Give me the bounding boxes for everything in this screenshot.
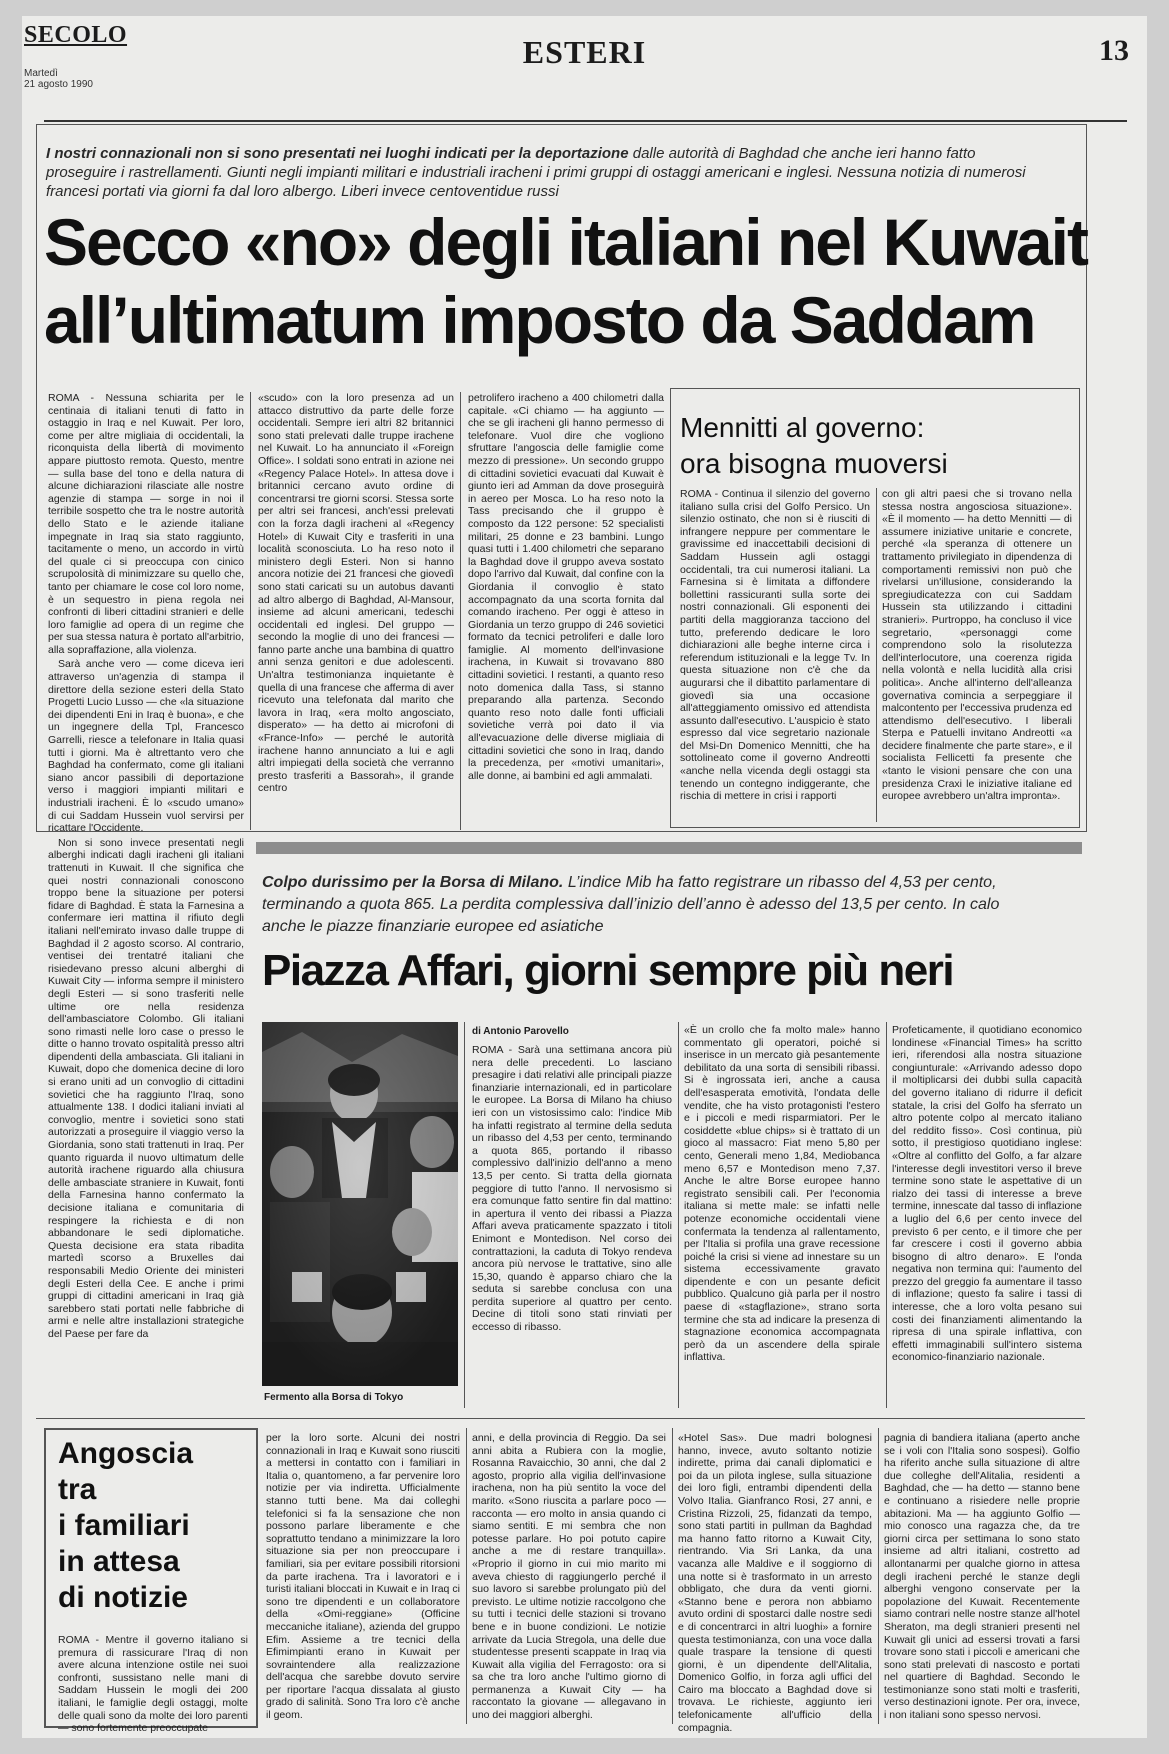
lead-deck-text: dalle autorità di Baghdad che anche ieri hanno fatto proseguire i rastrellamenti. Giunti negli impianti militari e industriali iracheni i primi gruppi di ostaggi americani e inglesi. Nessuna notizia di numerosi francesi portati via giorni fa dal loro albergo. Liberi invece centoventidue russi bbox=[46, 145, 1026, 200]
tokyo-stock-exchange-photo bbox=[262, 1022, 458, 1386]
angoscia-column-2: anni, e della provincia di Reggio. Da sei anni abita a Rubiera con la moglie, Rosanna Ravaicchio, 30 anni, che dal 2 agosto, proprio alla vigilia dell'invasione irachena, non ha più sentito la voce del marito. «Sono riuscita a parlare poco — racconta — ero molto in ansia quando ci siamo sentiti. E mi sembra che non potesse parlare. Ho poi potuto capire anche a me di restare tranquilla». «Proprio il giorno in cui mio marito mi aveva chiesto di raggiungerlo perché il suo lavoro si sarebbe prolungato più del previsto. Le ultime notizie raccolgono che su tutti i tecnici delle stazioni si trovano bene e in buone condizioni. Le notizie arrivate da Lucia Stregola, una delle due studentesse presenti scappate in Iraq via Kuwait alla vigilia del Ferragosto: ora si sa che tra loro anche l'ultimo giorno di permanenza a Kuwait City — ha raccontato la giovane — allegavano in uno dei maggiori alberghi. bbox=[472, 1432, 666, 1722]
newspaper-brand: SECOLO bbox=[24, 22, 128, 48]
section-title: ESTERI bbox=[522, 34, 647, 70]
borsa-byline: di Antonio Parovello bbox=[472, 1026, 569, 1037]
lead-headline-line-2: all’ultimatum imposto da Saddam bbox=[44, 283, 1035, 357]
column-divider bbox=[460, 392, 461, 830]
masthead-rule bbox=[44, 120, 1127, 122]
section-rule bbox=[36, 1418, 1085, 1419]
borsa-deck-text: L’indice Mib ha fatto registrare un ribasso del 4,53 per cento, terminando a quota 865. La perdita complessiva dall’inizio dell’anno è adesso del 13,5 per cento. In calo anche le piazze finanziarie europee ed asiatiche bbox=[262, 874, 1000, 935]
angoscia-headline-line-2: tra bbox=[58, 1473, 97, 1506]
borsa-column-1: ROMA - Sarà una settimana ancora più nera delle precedenti. Lo lasciano presagire i dati relativi alle principali piazze finanziarie internazionali, ed in particolare le europee. La Borsa di Milano ha chiuso ieri con un vistosissimo calo: l'indice Mib ha infatti registrato al termine della seduta un ribasso del 4,53 per cento, terminando a quota 865, portando il ribasso complessivo dall'inizio dell'anno a meno 13,5 per cento. Si tratta della giornata peggiore di tutto l'anno. Il nervosismo si era comunque fatto sentire fin dal mattino: in apertura il vento dei ribassi a Piazza Affari aveva praticamente spazzato i titoli Enimont e Montedison. Nel corso dei contrattazioni, la caduta di Tokyo rendeva ancora più nervose le trattative, sino alle 15,30, quando è apparso chiaro che la seduta si sarebbe conclusa con una perdita superiore al quattro per cento. Decine di titoli sono stati rinviati per eccesso di ribasso. bbox=[472, 1044, 672, 1334]
photo-caption: Fermento alla Borsa di Tokyo bbox=[264, 1392, 404, 1403]
page-number: 13 bbox=[1099, 34, 1129, 67]
borsa-column-2: «È un crollo che fa molto male» hanno commentato gli operatori, poiché si inserisce in un mercato già pesantemente debilitato da una sorta di sensibili ribassi. Si è ingrossata ieri, anche a causa dell'esasperata emotività, l'ondata delle vendite, che ha visto protagonisti l'estero e i piccoli e medi risparmiatori. Per le cosiddette «blue chips» si è trattato di un gioco al massacro: Fiat meno 5,80 per cento, Generali meno 1,84, Mediobanca meno 6,57 e Montedison meno 7,37. Anche le altre Borse europee hanno registrato sensibili cali. Per l'economia italiana si mette male: se infatti nelle potenze economiche occidentali viene confermata la tendenza al rallentamento, per l'Italia si profila una grave recessione poiché la crisi si viene ad innestare su un sistema eccessivamente gravato dipendente e con un pesante deficit pubblico. Qualcuno già parla per il nostro paese di «stagflazione», strano sorta termine che sta ad indicare la presenza di stagnazione economica accompagnata però da un ascendere della spirale inflattiva. bbox=[684, 1024, 880, 1364]
column-divider bbox=[250, 392, 251, 830]
lead-headline-line-1: Secco «no» degli italiani nel Kuwait bbox=[44, 205, 1087, 279]
column-divider bbox=[466, 1428, 467, 1724]
mennitti-column-1: ROMA - Continua il silenzio del governo italiano sulla crisi del Golfo Persico. Un silenzio ostinato, che non si è riusciti di infrangere neppure per commentare le gravissime ed inaccettabili decisioni di Saddam Hussein agli ostaggi occidentali, tra cui numerosi italiani. La Farnesina si è limitata a diffondere bollettini rassicuranti sulla sorte dei nostri connazionali. Gli esponenti dei partiti della maggioranza tacciono del tutto, preferendo dedicare le loro dichiarazioni alle beghe interne circa i referendum istituzionali e la legge Tv. In questa situazione non c'è che da augurarsi che il dibattito parlamentare di giovedì sia una occasione all'atteggiamento omissivo ed attendista assunto dall'esecutivo. L'auspicio è stato espresso dal vice segretario nazionale del Msi-Dn Domenico Mennitti, che ha sottolineato come il governo Andreotti «anche nella vicenda degli ostaggi sta tenendo un contegno indiggerante, che rischia di mettere in crisi i rapporti bbox=[680, 488, 870, 803]
mennitti-column-2: con gli altri paesi che si trovano nella stessa nostra angosciosa situazione». «È il momento — ha detto Mennitti — di assumere iniziative unitarie e concrete, perché «la speranza di ottenere un trattamento privilegiato in dipendenza di comportamenti remissivi non può che rivelarsi un'illusione, considerando la spregiudicatezza con cui Saddam Hussein sta utilizzando i cittadini stranieri». Purtroppo, ha concluso il vice segretario, «personaggi come comprendono solo la risolutezza dell'interlocutore, una coerenza rigida nella volontà e nella lucidità alla crisi politica». Anche all'interno dell'alleanza governativa comincia a serpeggiare il malcontento per l'eccessiva prudenza ed attendismo dell'esecutivo. I liberali Sterpa e Patuelli invitano Andreotti «a decidere finalmente che parte stare», e il socialista Fellicetti fa presente che «tanto le visioni pensare che con una presidenza Craxi le iniziative italiane ed europee avrebbero un'altra impronta». bbox=[882, 488, 1072, 803]
lead-column-2: «scudo» con la loro presenza ad un attacco distruttivo da parte delle forze occidentali. Sempre ieri altri 82 britannici sono stati prelevati dalle truppe irachene nel Kuwait. Lo ha annunciato il «Foreign Office». I soldati sono entrati in azione nei «Regency Palace Hotel». In attesa dove i britannici cercano avuto ordine di concentrarsi tre giorni scorsi. Stessa sorte per altri sei francesi, anch'essi prelevati con la forza dagli iracheni al «Regency Hotel» di Kuwait City e trasferiti in una località sconosciuta. Lo ha reso noto il ministero degli Esteri. Non si hanno ancora notizie dei 21 francesi che giovedì sono stati caricati su un autobus davanti ad altro albergo di Baghdad, Al-Mansour, insieme ad alcuni americani, tedeschi occidentali ed inglesi. Del gruppo — secondo la moglie di uno dei francesi — fanno parte anche una bambina di quattro anni senza genitori e due adolescenti. Un'altra testimonianza inquietante è quella di una francese che afferma di aver ricevuto una telefonata dal marito che lavora in Iraq, «era molto angosciato, disperato» — ha detto ai microfoni di «France-Info» — perché le autorità irachene hanno annunciato a lui e agli altri impiegati della società che verranno presto trasferiti a Bassorah», il grande centro bbox=[258, 392, 454, 795]
mennitti-headline-line-2: ora bisogna muoversi bbox=[680, 448, 948, 479]
lead-column-1-part-b: Sarà anche vero — come diceva ieri attraverso un'agenzia di stampa il direttore della sezione esteri della Stato Progetti Lucio Lusso — che «la situazione dei dipendenti Eni in Iraq è buona», e che un ingegnere della Tpl, Francesco Garrelli, riesce a telefonare in Italia quasi tutti i giorni. Ma è altrettanto vero che Baghdad ha confermato, come gli italiani siano ancor passibili di deportazione verso i maggiori impianti militari e industriali iracheni. È lo «scudo umano» di cui Saddam Hussein vuol servirsi per ricattare l'Occidente. bbox=[48, 658, 244, 835]
mennitti-headline-line-1: Mennitti al governo: bbox=[680, 412, 925, 443]
angoscia-headline-line-5: di notizie bbox=[58, 1581, 188, 1614]
borsa-headline: Piazza Affari, giorni sempre più neri bbox=[262, 946, 954, 995]
angoscia-column-0: ROMA - Mentre il governo italiano si premura di rassicurare l'Iraq di non avere alcuna intenzione ostile nei suoi confronti, sussistano nelle mani di Saddam Hussein le mogli dei 200 italiani, le famiglie degli ostaggi, molte delle quali sono da molte dei loro parenti — sono fortemente preoccupate bbox=[58, 1634, 248, 1735]
angoscia-headline-line-4: in attesa bbox=[58, 1545, 180, 1578]
column-divider bbox=[464, 1022, 465, 1408]
column-divider bbox=[878, 1428, 879, 1724]
column-divider bbox=[678, 1022, 679, 1408]
lead-column-1 bbox=[48, 392, 244, 1392]
borsa-column-3: Profeticamente, il quotidiano economico londinese «Financial Times» ha scritto ieri, riferendosi alla nostra situazione congiunturale: «Arrivando adesso dopo il moltiplicarsi dei dubbi sulla capacità del governo italiano di ridurre il deficit statale, la crisi del Golfo ha sferrato un altro potente colpo al mercato italiano del reddito fisso». Così continua, più sotto, il prestigioso quotidiano inglese: «Oltre al conflitto del Golfo, a far alzare l'interesse degli investitori verso il breve termine sono state le aspettative di un rialzo dei tassi di interesse a breve termine, innescate dal tasso di inflazione a luglio del 6,6 per cento invece del previsto 6 per cento, e il timore che per far crescere i costi il governo abbia bisogno di altro denaro». E l'onda negativa non termina qui: l'aumento del prezzo del greggio fa aumentare il tasso di inflazione; questo fa salire i tassi di interesse, che a loro volta pesano sui costi dei finanziamenti alimentando la ripresa di una spirale inflattiva, con effetti immaginabili sull'intero sistema economico-finanziario nazionale. bbox=[892, 1024, 1082, 1364]
lead-column-3: petrolifero iracheno a 400 chilometri dalla capitale. «Ci chiamo — ha aggiunto — che se gli iracheni gli hanno permesso di telefonare. Vuol dire che vogliono sfruttare l'angoscia delle famiglie come mezzo di pressione». Un secondo gruppo di cittadini sovietici evacuati dal Kuwait è giunto ieri ad Amman da dove proseguirà in aereo per Mosca. Lo ha reso noto la Tass precisando che il gruppo è composto da 122 persone: 52 specialisti militari, 25 donne e 23 bambini. Lungo quasi tutti i 1.400 chilometri che separano la Baghdad dove il gruppo aveva sostato dopo l'arrivo dal Kuwait, dal confine con la Giordania il convoglio è stato accompagnato da una scorta fornita dal comando iracheno. Per oggi è atteso in Giordania un terzo gruppo di 246 sovietici formato da tecnici petroliferi e dalle loro famiglie. Al momento dell'invasione irachena, in Kuwait si trovavano 880 cittadini sovietici. I restanti, a quanto reso noto domenica dalla Tass, si stanno preparando alla partenza. Secondo quanto reso noto dalle fonti ufficiali sovietiche verrà poi dato il via all'evacuazione delle diverse migliaia di cittadini sovietici che sono in Iraq, dando la precedenza, per «motivi umanitari», alle donne, ai bambini ed agli ammalati. bbox=[468, 392, 664, 782]
column-divider bbox=[886, 1022, 887, 1408]
issue-date bbox=[24, 68, 93, 90]
borsa-deck bbox=[262, 872, 1042, 938]
borsa-deck-bold: Colpo durissimo per la Borsa di Milano. bbox=[262, 874, 564, 891]
angoscia-column-1: per la loro sorte. Alcuni dei nostri connazionali in Iraq e Kuwait sono riusciti a mettersi in contatto con i familiari in Italia o, quantomeno, a far pervenire loro notizie per via indiretta. Ufficialmente stanno tutti bene. Ma dai colleghi telefonici si fa la sensazione che non possono parlare liberamente e che soprattutto tendano a minimizzare la loro situazione sia per non preoccupare i familiari, sia per evitare possibili ritorsioni da parte irachena. Tra i lavoratori e i turisti italiani bloccati in Kuwait e in Iraq ci sono tre dipendenti e un collaboratore della «Omi-reggiane» (Officine meccaniche italiane), azienda del gruppo Efim. Assieme a tre tecnici della Efimimpianti erano in Kuwait per sovraintendere alla realizzazione dell'acqua che sarebbe dovuto servire per riportare l'acqua dissalata al giusto grado di salinità. Sono Tra loro c'è anche il geom. bbox=[266, 1432, 460, 1722]
angoscia-column-4: pagnia di bandiera italiana (aperto anche se i voli con l'Italia sono sospesi). Golfio ha riferito anche sulla situazione di altre due colleghe dell'Alitalia, residenti a Baghdad, che — ha detto — stanno bene e continuano a risiedere nelle proprie abitazioni. Ma — ha aggiunto Golfio — mio conosco una ragazza che, da tre giorni circa per settimana lo sono stato insieme ad altri italiani, costretto ad allontanarmi per qualche giorno in attesa degli iracheni perché le stanze degli alberghi vengono conservate per la popolazione del Kuwait. Recentemente siamo contrari nelle nostre stanze all'hotel Sheraton, ma degli stranieri presenti nel Kuwait gli unici ad essersi trovati a farsi trovare sono stati i piccoli e americani che sono stati prelevati di nascosto e portati nel quartiere di Baghdad. Secondo le testimonianze sono stati molti e trasferiti, verso destinazioni ignote. Per ora, invece, i non italiani sono spesso nervosi. bbox=[884, 1432, 1080, 1722]
lead-column-1-part-c: Non si sono invece presentati negli alberghi indicati dagli iracheni gli italiani trattenuti in Kuwait. Il che significa che quei nostri connazionali conoscono troppo bene la situazione per potersi fidare di Baghdad. È stata la Farnesina a confermare ieri mattina il rifiuto degli italiani nell'emirato invaso dalle truppe di Baghdad il 2 agosto scorso. Al contrario, ventisei dei trentatré italiani che risiedevano presso alcuni alberghi di Kuwait City — informa sempre il ministero degli Esteri — si sono trasferiti nelle ultime ore nella residenza dell'ambasciatore Colombo. Gli italiani sono rimasti nelle loro case o presso le ditte o hanno trovato ospitalità presso altri dipendenti della ambasciata. Gli italiani in Kuwait, dopo che domenica decine di loro si erano uniti ad un convoglio di cittadini sovietici che ha raggiunto l'Iraq, sono attualmente 138. I dodici italiani inviati al convoglio, mentre i sovietici sono stati autorizzati a proseguire il viaggio verso la Giordania, sono stati trattenuti in Iraq. Per quanto riguarda il nuovo ultimatum delle autorità irachene riguardo alla chiusura delle ambasciate straniere in Kuwait, fonti della Farnesina hanno confermato la decisione italiana e comunitaria di respingere la richiesta e di non abbandonare le sedi diplomatiche. Questa decisione era stata ribadita martedì scorso a Bruxelles dai responsabili Medio Oriente dei ministeri degli Esteri della Cee. E anche i primi gruppi di cittadini americani in Iraq già sarebbero stati portati nelle fabbriche di armi e nelle altre installazioni strategiche del Paese per fare da bbox=[48, 836, 244, 1340]
lead-column-1-part-a: ROMA - Nessuna schiarita per le centinaia di italiani tenuti di fatto in ostaggio in Iraq e nel Kuwait. Per loro, come per altre migliaia di occidentali, la riconquista della libertà di movimento appare piuttosto remota. Questo, mentre — sulla base del tono e della natura di alcune dichiarazioni rilasciate alle nostre agenzie di stampa — sorge in noi il terribile sospetto che tra le nostre autorità dello Stato e le aziende italiane impegnate in Iraq sia stato raggiunto, tacitamente o meno, un accordo in virtù del quale ci si preoccupa con cinico scrupolosità di minimizzare su quello che, tanto per chiamare le cose col loro nome, è un sequestro in piena regola nei confronti di liberi cittadini stranieri e delle loro famiglie ad opera di un regime che per sua stessa natura è portato all'arbitrio, alla sopraffazione, alla violenza. bbox=[48, 392, 244, 656]
column-divider bbox=[672, 1428, 673, 1724]
column-divider bbox=[876, 488, 877, 822]
issue-day: Martedì bbox=[24, 68, 58, 79]
issue-full-date: 21 agosto 1990 bbox=[24, 79, 93, 90]
angoscia-headline-line-1: Angoscia bbox=[58, 1437, 194, 1470]
lead-deck bbox=[46, 144, 1036, 201]
section-band bbox=[256, 842, 1082, 854]
crowd-image bbox=[262, 1022, 458, 1386]
angoscia-column-3: «Hotel Sas». Due madri bolognesi hanno, invece, avuto soltanto notizie indirette, prima dai canali diplomatici e poi da un pilota inglese, sulla situazione dei loro figli, entrambi dipendenti della Volvo Italia. Gianfranco Rosi, 27 anni, e Cristina Rizzoli, 25, fidanzati da tempo, sono stati partiti in pullman da Baghdad ma hanno fatto ritorno a Kuwait City, rientrando. Via Sri Lanka, da una vacanza alle Maldive e il soggiorno di una notte si è trasformato in un arresto obbligato, che dura da venti giorni. «Stanno bene e perora non abbiamo avuto ordini di spostarci dalle nostre sedi e di concentrarci in altri luoghi» a fornire questa testimonianza, con una voce dalla quale traspare la tensione di questi giorni, è un dipendente dell'Alitalia, Domenico Golfio, in forza agli uffici del Cairo ma bloccato a Baghdad dove si trovava. Le richieste, aggiunto ieri telefonicamente all'ufficio della compagnia. bbox=[678, 1432, 872, 1734]
angoscia-headline-line-3: i familiari bbox=[58, 1509, 190, 1542]
angoscia-headline bbox=[58, 1436, 248, 1616]
lead-deck-bold: I nostri connazionali non si sono presentati nei luoghi indicati per la deportazione bbox=[46, 145, 629, 162]
